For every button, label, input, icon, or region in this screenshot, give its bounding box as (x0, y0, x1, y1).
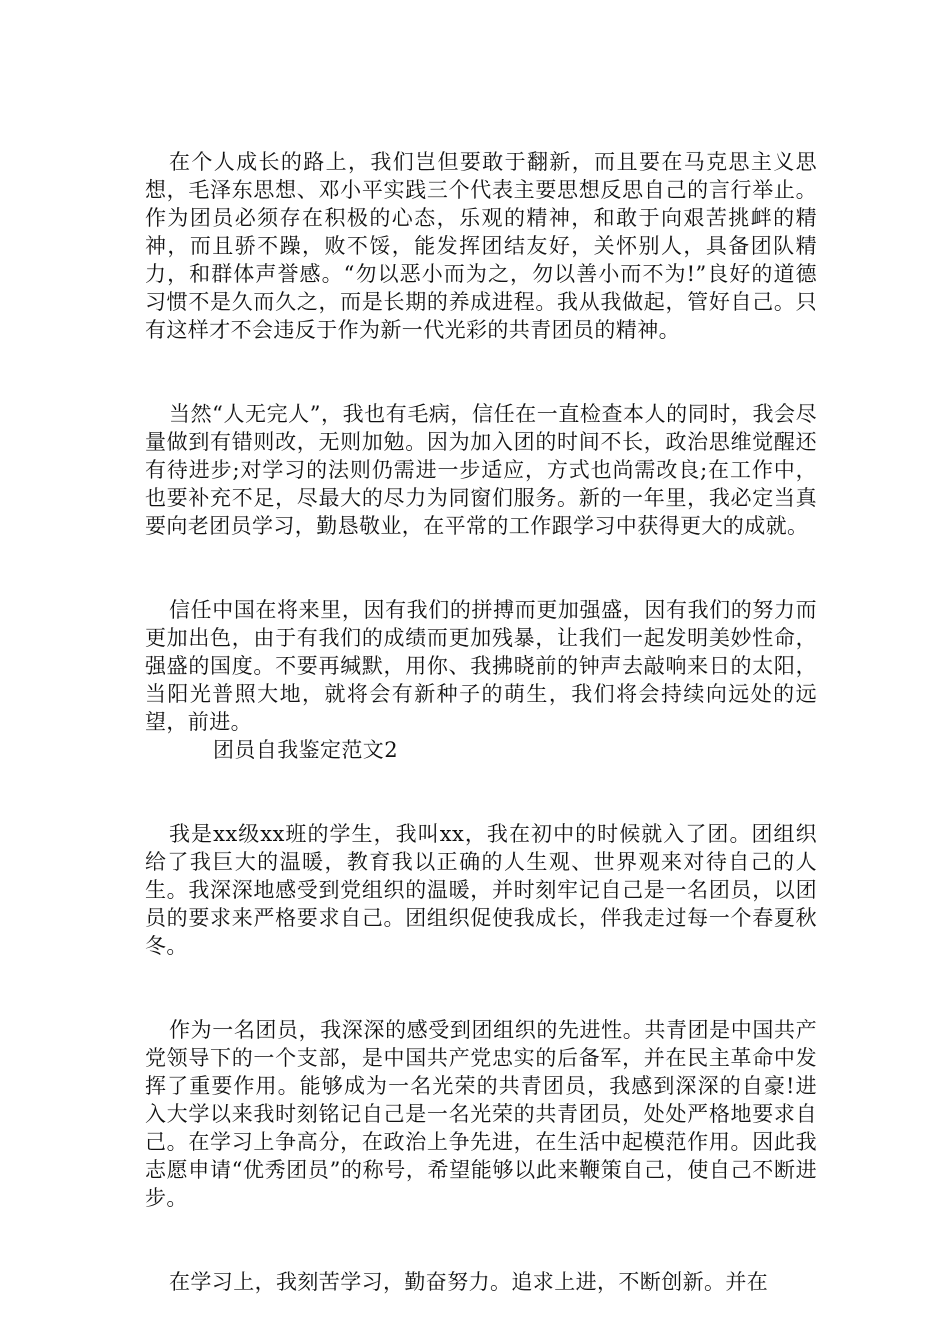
paragraph-spacer (145, 960, 817, 1016)
paragraph-5: 作为一名团员，我深深的感受到团组织的先进性。共青团是中国共产党领导下的一个支部，是中国共产党忠实的后备军，并在民主革命中发挥了重要作用。能够成为一名光荣的共青团员，我感到深深的自豪!进入大学以来我时刻铭记自己是一名光荣的共青团员，处处严格地要求自己。在学习上争高分，在政治上争先进，在生活中起模范作用。因此我志愿申请“优秀团员”的称号，希望能够以此来鞭策自己，使自己不断进步。 (145, 1018, 817, 1210)
document-body (145, 148, 817, 1296)
paragraph-spacer (145, 540, 817, 596)
paragraph-6: 在学习上，我刻苦学习，勤奋努力。追求上进，不断创新。并在 (169, 1270, 769, 1294)
section-subtitle: 团员自我鉴定范文2 (213, 738, 398, 762)
paragraph-spacer (145, 764, 817, 820)
paragraph-1: 在个人成长的路上，我们岂但要敢于翻新，而且要在马克思主义思想，毛泽东思想、邓小平实践三个代表主要思想反思自己的言行举止。作为团员必须存在积极的心态，乐观的精神，和敢于向艰苦挑衅的精神，而且骄不躁，败不馁，能发挥团结友好，关怀别人，具备团队精力，和群体声誉感。“勿以恶小而为之，勿以善小而不为!”良好的道德习惯不是久而久之，而是长期的养成进程。我从我做起，管好自己。只有这样才不会违反于作为新一代光彩的共青团员的精神。 (145, 150, 817, 342)
paragraph-spacer (145, 1212, 817, 1268)
paragraph-4: 我是xx级xx班的学生，我叫xx，我在初中的时候就入了团。团组织给了我巨大的温暖，教育我以正确的人生观、世界观来对待自己的人生。我深深地感受到党组织的温暖，并时刻牢记自己是一名团员，以团员的要求来严格要求自己。团组织促使我成长，伴我走过每一个春夏秋冬。 (145, 822, 817, 958)
paragraph-3: 信任中国在将来里，因有我们的拼搏而更加强盛，因有我们的努力而更加出色，由于有我们的成绩而更加残暴，让我们一起发明美妙性命，强盛的国度。不要再缄默，用你、我拂晓前的钟声去敲响来日的太阳，当阳光普照大地，就将会有新种子的萌生，我们将会持续向远处的远望，前进。 (145, 598, 817, 734)
paragraph-spacer (145, 344, 817, 400)
paragraph-2: 当然“人无完人”，我也有毛病，信任在一直检查本人的同时，我会尽量做到有错则改，无则加勉。因为加入团的时间不长，政治思维觉醒还有待进步;对学习的法则仍需进一步适应，方式也尚需改良;在工作中，也要补充不足，尽最大的尽力为同窗们服务。新的一年里，我必定当真要向老团员学习，勤恳敬业，在平常的工作跟学习中获得更大的成就。 (145, 402, 817, 538)
